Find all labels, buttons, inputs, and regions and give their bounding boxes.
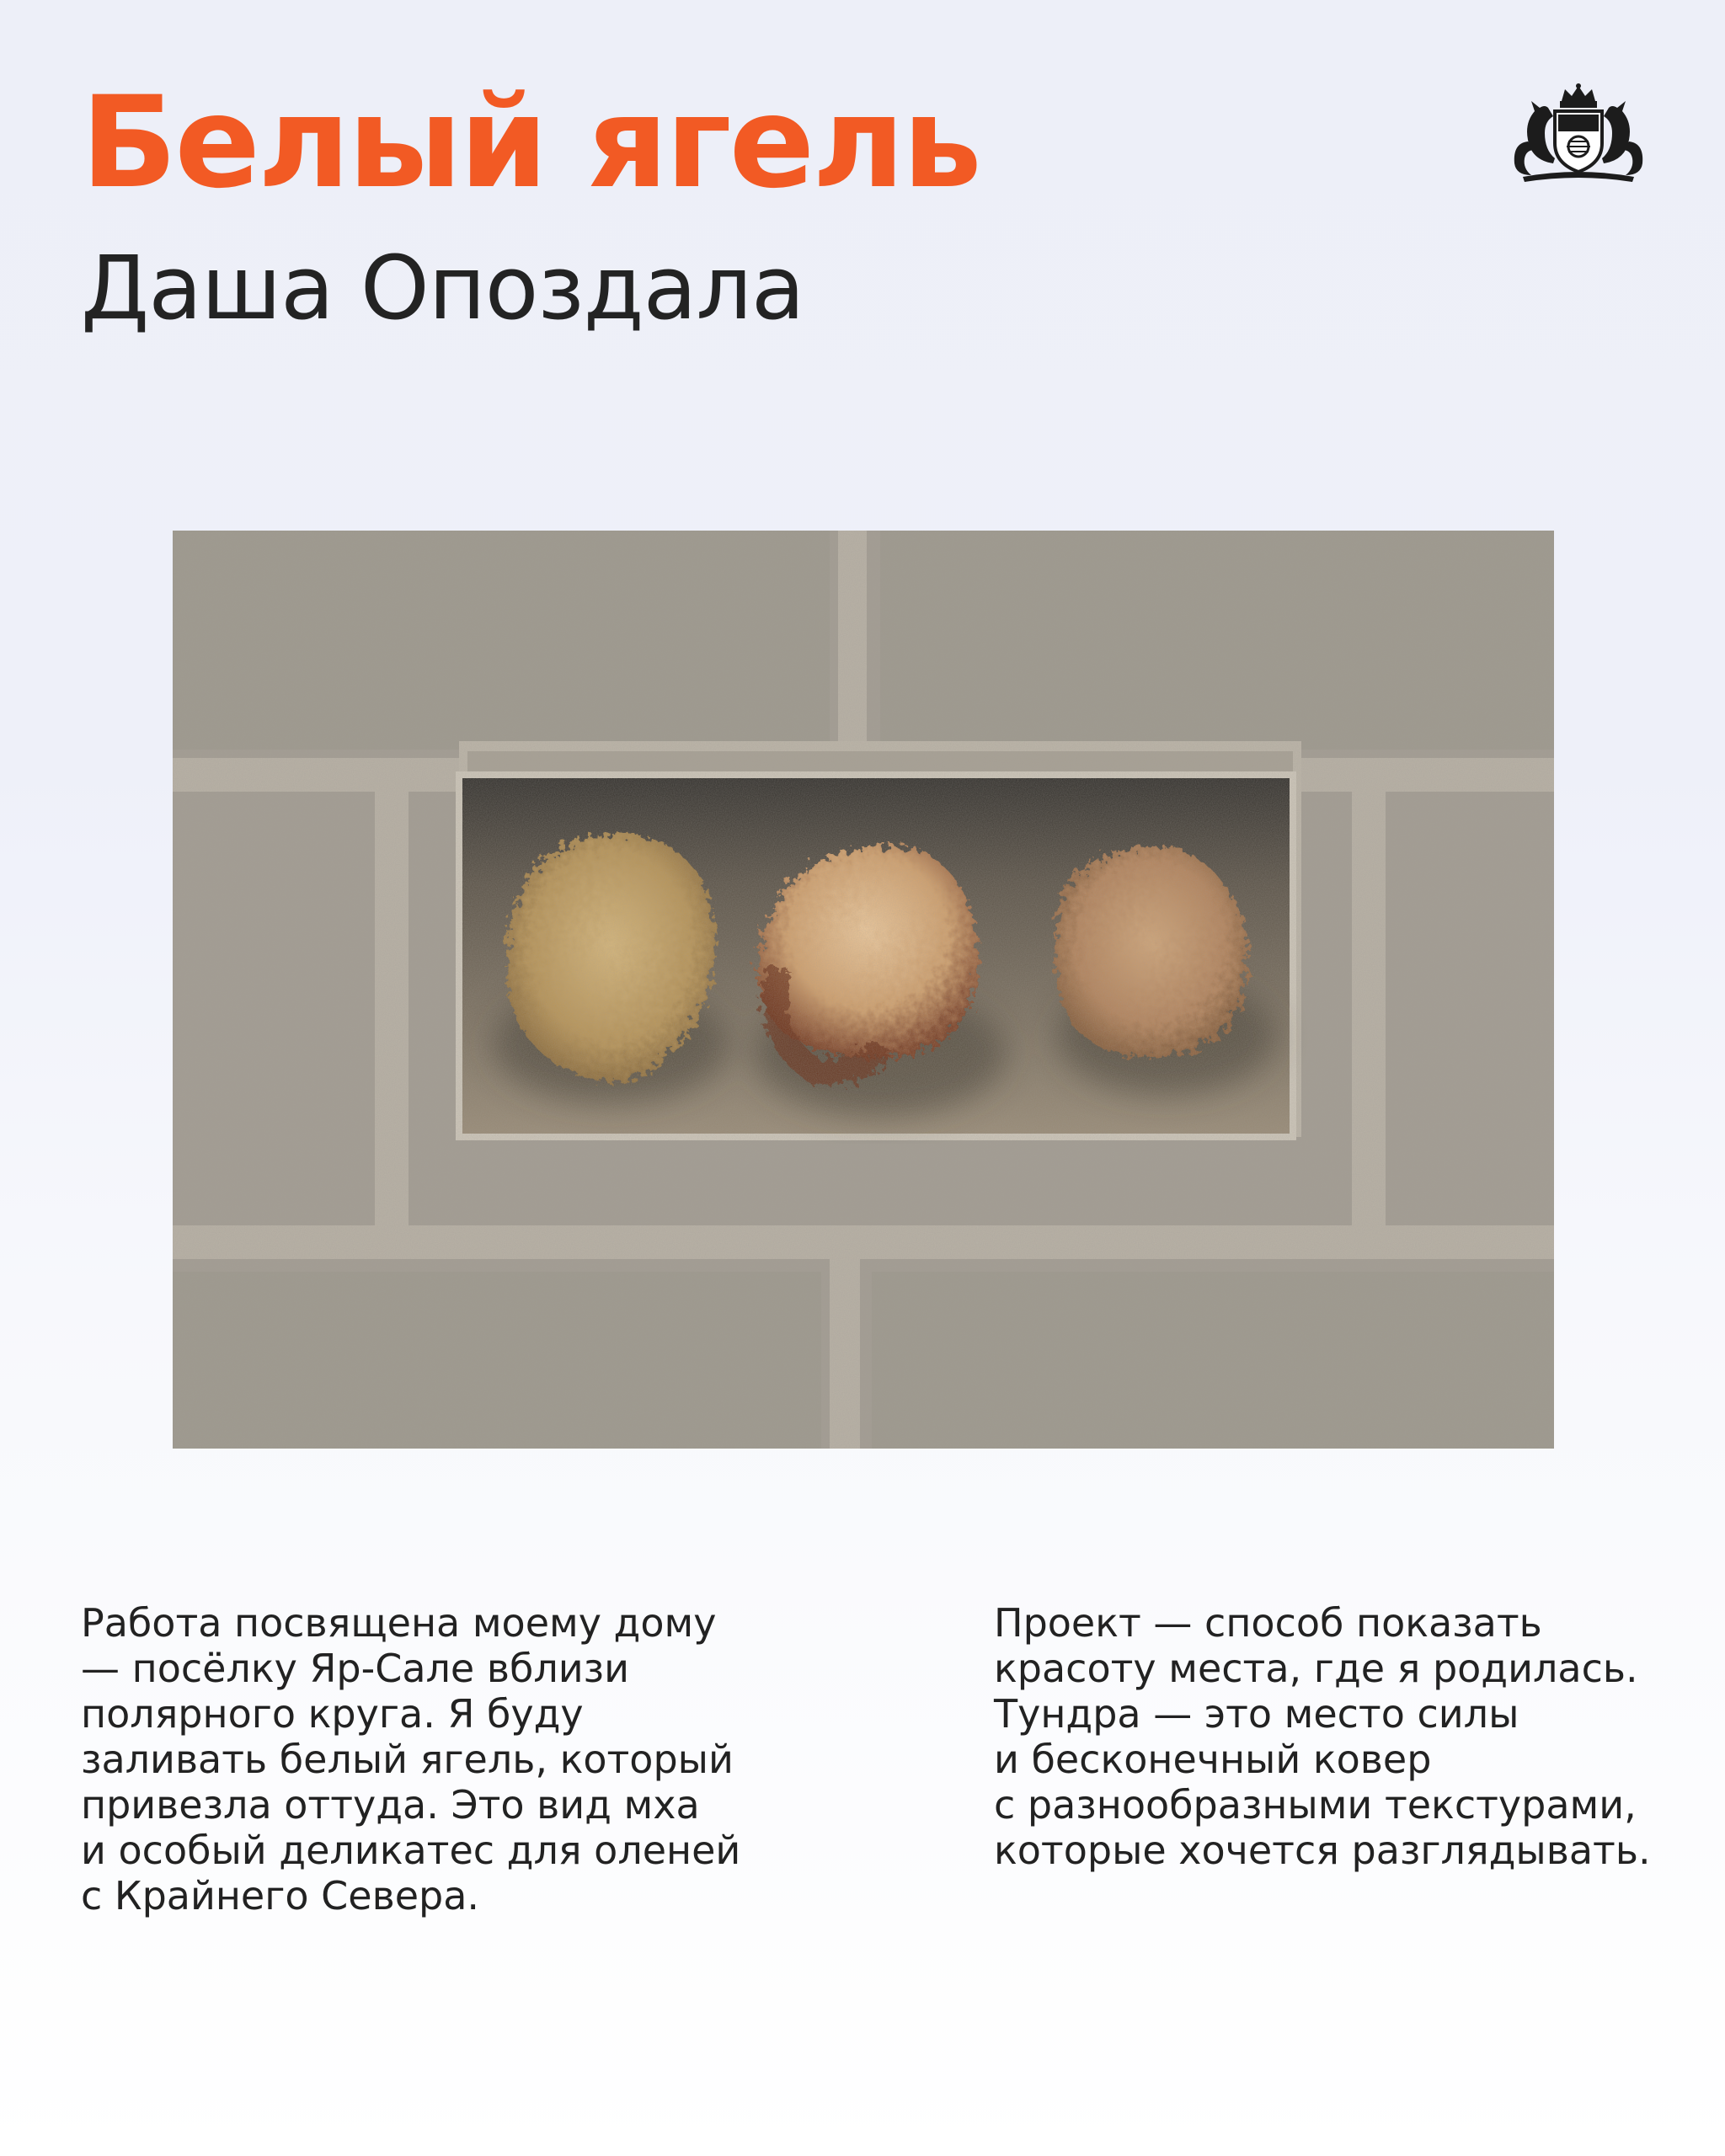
description-left: Работа посвящена моему дому — посёлку Яр-Сале вблизи полярного круга. Я буду заливать белый ягель, который привезла оттуда. Это вид мха и особый деликатес для оленей с Крайнего Севера. (81, 1600, 741, 1919)
coat-of-arms-icon (1506, 83, 1651, 185)
artist-name: Даша Опоздала (81, 237, 804, 339)
artwork-photo (173, 531, 1554, 1449)
artwork-title: Белый ягель (81, 70, 980, 216)
description-right: Проект — способ показать красоту места, где я родилась. Тундра — это место силы и бесконечный ковер с разнообразными текстурами, которые хочется разглядывать. (994, 1600, 1651, 1873)
